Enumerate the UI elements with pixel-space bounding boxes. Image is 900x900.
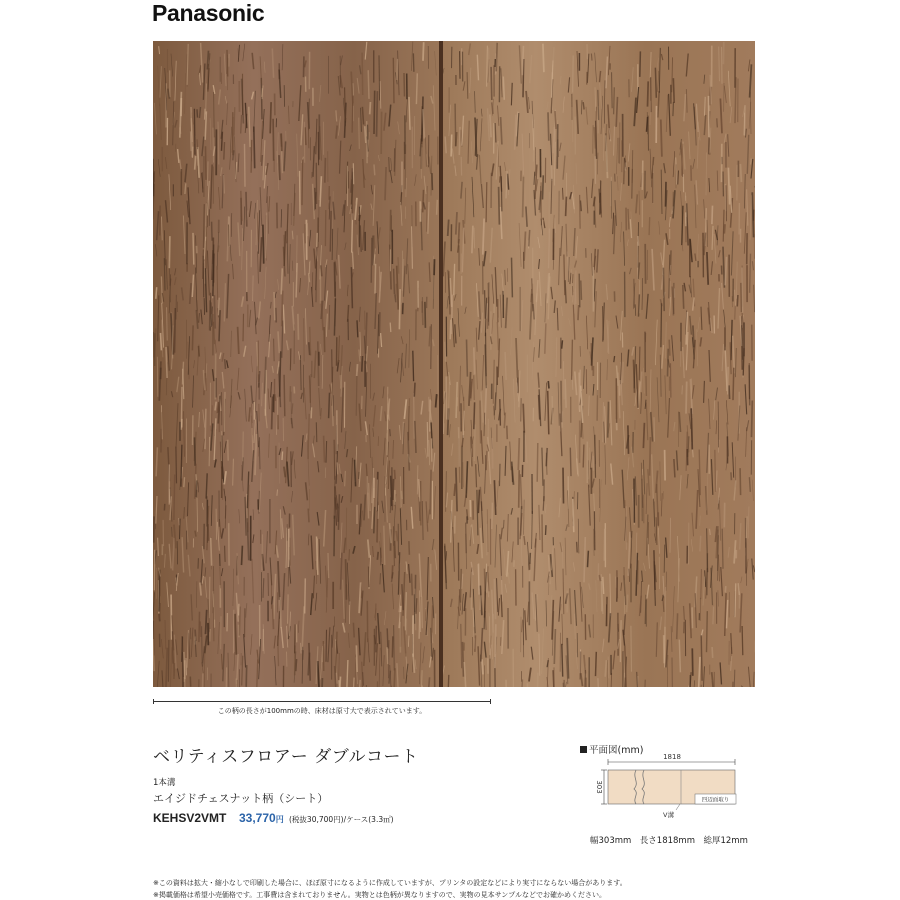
plan-drawing (580, 752, 750, 824)
brand-logo: Panasonic (152, 0, 265, 26)
groove-label: V溝 (663, 811, 674, 819)
groove-type: 1本溝 (153, 778, 176, 788)
width-dim-label: 303 (595, 780, 603, 794)
wood-grain-image (153, 41, 755, 687)
price (239, 811, 284, 825)
product-name: ベリティスフロアー ダブルコート (153, 747, 419, 767)
pattern-name: エイジドチェスナット柄（シート） (153, 792, 329, 805)
product-code: KEHSV2VMT (153, 811, 227, 825)
price-value: 33,770 (239, 811, 276, 825)
length-dim-label: 1818 (663, 753, 681, 761)
wood-floor-swatch (153, 41, 755, 687)
scale-bar (153, 701, 491, 702)
edge-label: 四辺面取り (701, 797, 730, 804)
footnote-price: ※掲載価格は希望小売価格です。工事費は含まれておりません。実物とは色柄が異なりますので、実物の見本サンプルなどでお確かめください。 (153, 891, 606, 899)
dimensions-spec: 幅303mm 長さ1818mm 総厚12mm (590, 836, 748, 846)
v-groove (439, 41, 443, 687)
scale-note: この柄の長さが100mmの時、床材は原寸大で表示されています。 (217, 707, 427, 715)
price-unit: 円 (275, 815, 284, 824)
price-detail: (税抜30,700円)/ケース(3.3㎡) (289, 815, 394, 824)
footnote-print: ※この資料は拡大・縮小なしで印刷した場合に、ほぼ原寸になるように作成していますが、プリンタの設定などにより実寸にならない場合があります。 (153, 879, 627, 887)
plan-title-text: 平面図(mm) (589, 745, 644, 756)
